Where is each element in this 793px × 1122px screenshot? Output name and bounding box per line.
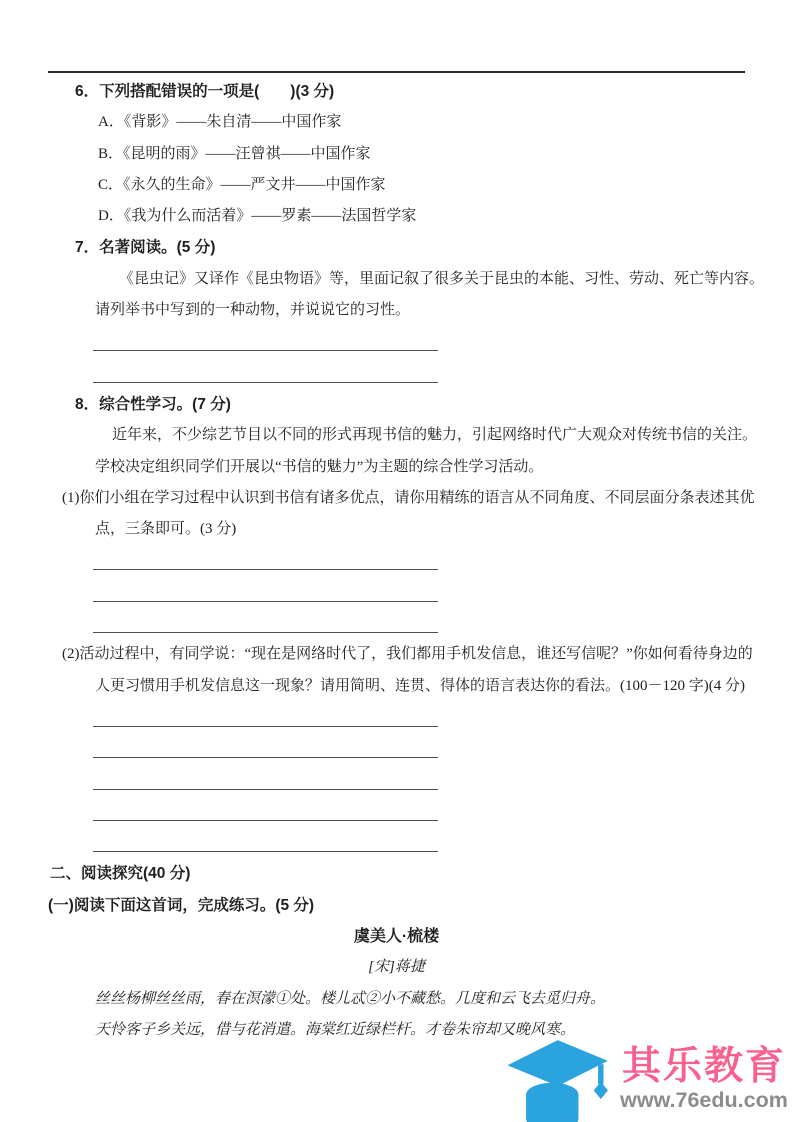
page-content [0,76,793,1046]
answer-blank-row [0,326,793,357]
brand-url: www.76edu.com [620,1088,788,1112]
question-8-sub1-line: 点，三条即可。(3 分) [95,521,237,538]
brand-name: 其乐教育 [621,1045,786,1088]
question-8-title: 综合性学习。(7 分) [99,395,231,413]
brand-logo [506,1036,793,1122]
answer-line [93,765,438,790]
poem-title: 虞美人·梳楼 [353,928,440,946]
answer-line [93,733,438,758]
answer-line [93,326,438,351]
question-7-paragraph-line: 《昆虫记》又译作《昆虫物语》等，里面记叙了很多关于昆虫的本能、习性、劳动、死亡等内容。 [119,270,765,287]
answer-line [93,702,438,727]
answer-line [93,796,438,821]
question-6-number: 6． [75,83,100,100]
section-2-heading: 二、阅读探究(40 分) [50,865,191,883]
question-7-title: 名著阅读。(5 分) [99,239,216,257]
question-7-number: 7． [75,239,100,257]
answer-blank-row [0,608,793,639]
question-8-intro-line: 近年来，不少综艺节目以不同的形式再现书信的魅力，引起网络时代广大观众对传统书信的关注。 [112,427,758,444]
question-8-heading [0,389,793,420]
question-6-option-d: D．《我为什么而活着》——罗素——法国哲学家 [98,208,417,225]
question-8-sub2-line: 人更习惯用手机发信息这一现象？请用简明、连贯、得体的语言表达你的看法。(100－120 字)(4 分) [95,677,745,694]
section-2-part-1-heading: (一)阅读下面这首词，完成练习。(5 分) [48,896,315,914]
poem-line: 丝丝杨柳丝丝雨，春在溟濛①处。楼儿忒②小不藏愁。几度和云飞去觅归舟。 [95,990,606,1007]
answer-blank-row [0,796,793,827]
answer-line [93,545,438,570]
question-8-intro-line: 学校决定组织同学们开展以“书信的魅力”为主题的综合性学习活动。 [95,458,544,475]
poem-author: [宋]蒋捷 [368,959,425,976]
brand-text-block [612,1046,793,1112]
question-8-sub1-line: (1)你们小组在学习过程中认识到书信有诸多优点，请你用精练的语言从不同角度、不同层面分条表述其优 [62,489,755,506]
answer-line [93,358,438,383]
answer-line [93,827,438,852]
answer-blank-row [0,702,793,733]
top-rule-divider [48,71,745,73]
answer-blank-row [0,577,793,608]
answer-blank-row [0,733,793,764]
question-7-heading [0,232,793,263]
graduation-cap-icon [506,1038,616,1122]
question-6-heading [0,76,793,107]
poem-line: 天怜客子乡关远，借与花消遣。海棠红近绿栏杆。才卷朱帘却又晚风寒。 [95,1021,576,1038]
answer-blank-row [0,545,793,576]
question-6-option-a: A．《背影》——朱自清——中国作家 [98,114,342,131]
question-6-title: 下列搭配错误的一项是( )(3 分) [99,83,335,100]
answer-line [93,577,438,602]
question-6-option-b: B．《昆明的雨》——汪曾祺——中国作家 [98,145,371,162]
question-7-paragraph-line: 请列举书中写到的一种动物，并说说它的习性。 [95,302,411,319]
answer-blank-row [0,765,793,796]
answer-line [93,608,438,633]
question-8-number: 8． [75,395,100,413]
answer-blank-row [0,827,793,858]
question-6-option-c: C．《永久的生命》——严文井——中国作家 [98,176,386,193]
question-8-sub2-line: (2)活动过程中，有同学说：“现在是网络时代了，我们都用手机发信息，谁还写信呢？”你如何看待身边的 [62,646,753,663]
answer-blank-row [0,358,793,389]
